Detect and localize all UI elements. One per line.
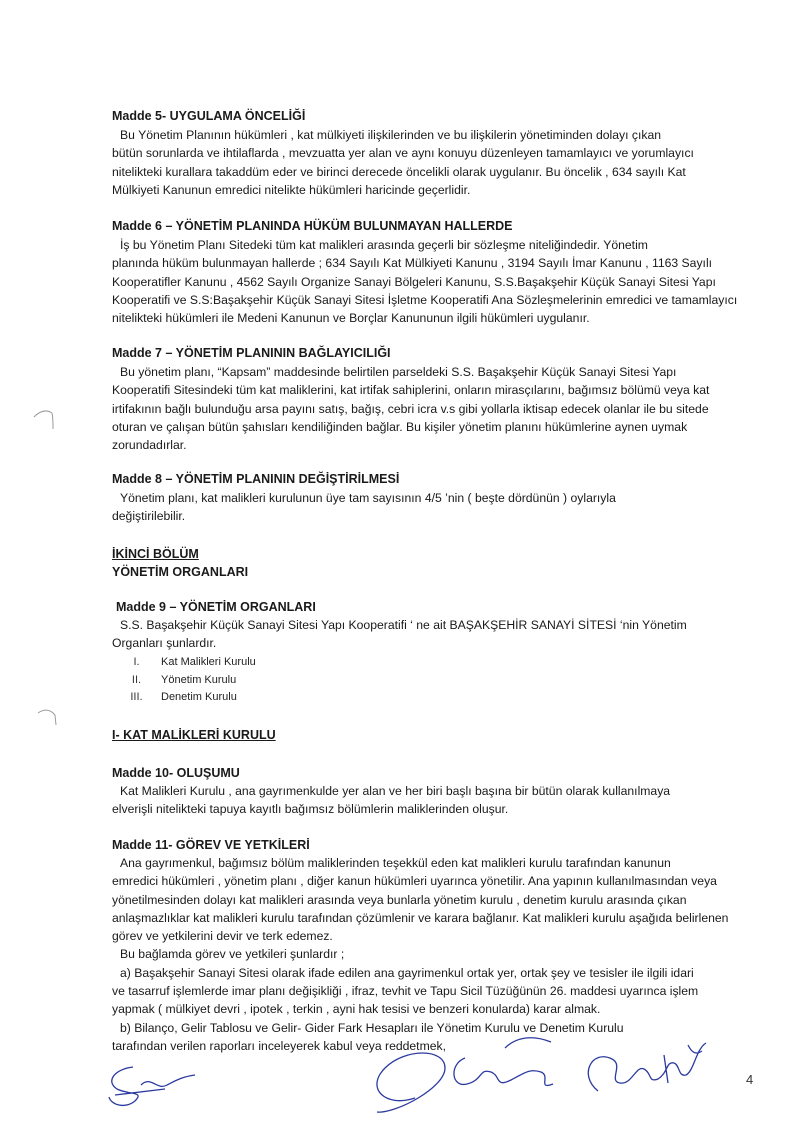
article-10-title: Madde 10- OLUŞUMU	[112, 766, 240, 780]
list-item: II. Yönetim Kurulu	[131, 673, 237, 686]
article-11-line-3: yönetilmesinden dolayı kat malikleri arasında veya bunlarla yönetim kurulu , denetim kurulu arasında çıkan	[112, 892, 687, 907]
article-11-line-8: ve tasarruf işlemlerde imar planı değişikliği , ifraz, tevhit ve Tapu Sicil Tüzüğünün 26. maddesi uyarınca işlem	[112, 984, 699, 999]
article-7-line-5: zorundadırlar.	[112, 438, 187, 453]
article-11-line-5: görev ve yetkilerini devir ve terk edemez.	[112, 929, 333, 944]
section-2-subtitle: YÖNETİM ORGANLARI	[112, 565, 249, 579]
signature	[568, 1025, 718, 1105]
article-10	[112, 765, 752, 819]
article-8-line-2: değiştirilebilir.	[112, 509, 186, 524]
article-7-line-3: irtifakının bağlı bulunduğu arsa payını satış, bağış, cebri icra v.s gibi yollarla iktisap edecek olanlar ile bu sitede	[112, 401, 709, 416]
article-5	[112, 108, 752, 199]
article-11-line-4: anlaşmazlıklar kat malikleri kurulu tarafından çözümlenir ve karara bağlanır. Kat malikleri kurulu aşağıda belirlenen	[112, 910, 729, 925]
article-10-line-2: elverişli nitelikteki tapuya kayıtlı bağımsız bölümlerin maliklerinden oluşur.	[112, 802, 509, 817]
article-11-line-2: emredici hükümleri , yönetim planı , diğer kanun hükümleri uyarınca yönetilir. Ana yapının kullanılmasından veya	[112, 874, 717, 889]
list-item: I. Kat Malikleri Kurulu	[133, 656, 256, 668]
article-11	[112, 837, 752, 1055]
article-11-line-10: b) Bilanço, Gelir Tablosu ve Gelir- Gider Fark Hesapları ile Yönetim Kurulu ve Denetim Kurulu	[120, 1020, 624, 1035]
article-9-line-2: Organları şunlardır.	[112, 636, 217, 651]
article-11-line-1: Ana gayrımenkul, bağımsız bölüm maliklerinden teşekkül eden kat malikleri kurulu tarafından kanunun	[120, 856, 671, 870]
margin-mark	[36, 707, 60, 727]
article-7	[112, 345, 752, 454]
article-7-line-2: Kooperatifi Sitesindeki tüm kat maliklerini, kat irtifak sahiplerini, onların mirasçılarını, bağımsız bölümü veya kat	[112, 383, 710, 398]
article-9-line-1: S.S. Başakşehir Küçük Sanayi Sitesi Yapı Kooperatifi ‘ ne ait BAŞAKŞEHİR SANAYİ SİTESİ ‘nin Yönetim	[120, 618, 687, 632]
section-2-heading	[112, 546, 752, 580]
article-5-title: Madde 5- UYGULAMA ÖNCELİĞİ	[112, 109, 306, 123]
article-7-line-4: oturan ve çalışan bütün şahısları kendiliğinden bağlar. Bu kişiler yönetim planını hükümlerine aynen uymak	[112, 419, 688, 434]
kmk-heading	[112, 727, 752, 743]
article-9	[116, 599, 756, 615]
article-11-title: Madde 11- GÖREV VE YETKİLERİ	[112, 838, 310, 852]
article-10-line-1: Kat Malikleri Kurulu , ana gayrımenkulde yer alan ve her biri başlı başına bir bütün olarak kullanılmaya	[120, 784, 671, 798]
article-9-body	[112, 616, 752, 653]
article-5-line-1: Bu Yönetim Planının hükümleri , kat mülkiyeti ilişkilerinden ve bu ilişkilerin yönetiminden dolayı çıkan	[120, 128, 662, 142]
margin-mark	[32, 405, 56, 431]
article-8-line-1: Yönetim planı, kat malikleri kurulunun üye tam sayısının 4/5 ’nin ( beşte dördünün ) oylarıyla	[120, 491, 616, 505]
signature	[355, 1028, 565, 1120]
article-6-line-4: Kooperatifi ve S.S:Başakşehir Küçük Sanayi Sitesi İşletme Kooperatifi Ana Sözleşmelerinin emredici ve tamamlayıcı	[112, 292, 738, 307]
article-5-line-2: bütün sorunlarda ve ihtilaflarda , mevzuatta yer alan ve aynı konuyu düzenleyen tamamlayıcı ve yorumlayıcı	[112, 146, 694, 161]
article-7-title: Madde 7 – YÖNETİM PLANININ BAĞLAYICILIĞI	[112, 346, 391, 360]
article-5-line-4: Mülkiyeti Kanunun emredici nitelikte hükümleri haricinde geçerlidir.	[112, 182, 471, 197]
page-number: 4	[746, 1072, 754, 1087]
article-6-title: Madde 6 – YÖNETİM PLANINDA HÜKÜM BULUNMAYAN HALLERDE	[112, 219, 513, 233]
article-6-line-5: nitelikteki hükümleri ile Medeni Kanunun ve Borçlar Kanununun ilgili hükümleri uygulanır.	[112, 311, 590, 326]
article-5-line-3: nitelikteki kurallara takaddüm eder ve birinci derecede öncelikli olarak uygulanır. Bu öncelik , 634 sayılı Kat	[112, 164, 686, 179]
kmk-title: I- KAT MALİKLERİ KURULU	[112, 728, 276, 742]
article-6-line-3: Kooperatifler Kanunu , 4562 Sayılı Organize Sanayi Bölgeleri Kanunu, S.S.Başakşehir Küçük Sanayi Sitesi Yapı	[112, 274, 716, 289]
organ-list	[112, 654, 256, 707]
article-7-line-1: Bu yönetim planı, “Kapsam” maddesinde belirtilen parseldeki S.S. Başakşehir Küçük Sanayi Sitesi Yapı	[120, 365, 677, 379]
article-9-title: Madde 9 – YÖNETİM ORGANLARI	[116, 600, 316, 614]
article-8-title: Madde 8 – YÖNETİM PLANININ DEĞİŞTİRİLMESİ	[112, 472, 400, 486]
article-11-line-9: yapmak ( mülkiyet devri , ipotek , terkin , ayni hak tesisi ve benzeri konularda) karar almak.	[112, 1002, 601, 1017]
article-6	[112, 218, 752, 327]
section-2-title: İKİNCİ BÖLÜM	[112, 547, 199, 561]
article-11-line-6: Bu bağlamda görev ve yetkileri şunlardır ;	[120, 947, 345, 962]
article-8	[112, 471, 752, 526]
list-item: III. Denetim Kurulu	[130, 691, 237, 703]
article-6-line-1: İş bu Yönetim Planı Sitedeki tüm kat malikleri arasında geçerli bir sözleşme niteliğindedir. Yönetim	[120, 238, 648, 252]
signature	[95, 1055, 205, 1115]
article-11-line-7: a) Başakşehir Sanayi Sitesi olarak ifade edilen ana gayrimenkul ortak yer, ortak şey ve tesisler ile ilgili idari	[120, 965, 694, 980]
article-11-line-11: tarafından verilen raporları inceleyerek kabul veya reddetmek,	[112, 1038, 446, 1053]
article-6-line-2: planında hüküm bulunmayan hallerde ; 634 Sayılı Kat Mülkiyeti Kanunu , 3194 Sayılı İmar Kanunu , 1163 Sayılı	[112, 256, 713, 271]
